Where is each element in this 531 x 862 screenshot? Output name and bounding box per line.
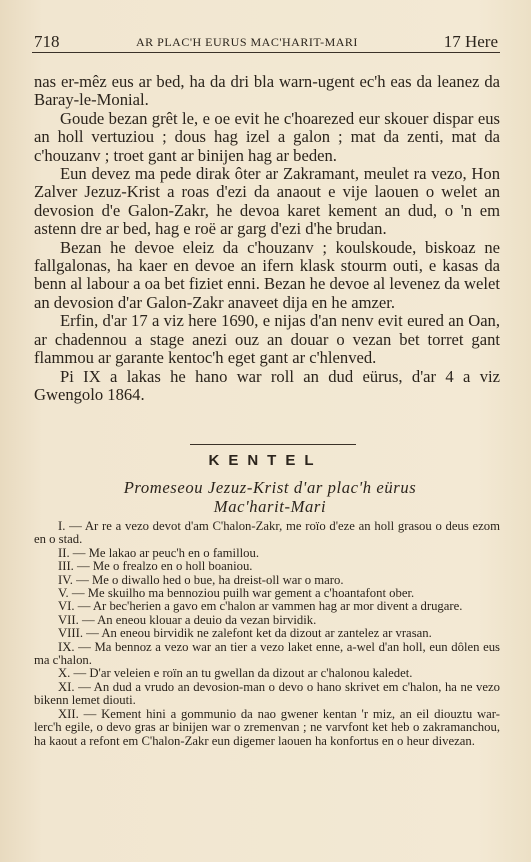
list-item: VII. — An eneou klouar a deuio da vezan birvidik.	[58, 612, 317, 627]
paragraph: Bezan he devoe eleiz da c'houzanv ; koulskoude, biskoaz ne fallgalonas, ha kaer en devoe an ifern klask stourm outi, e kasas da benn al labour a oa bet fiziet enni. Bezan he devoe al levenez da welet an devosion d'ar Galon-Zakr anaveet dija en he amzer.	[34, 237, 500, 312]
promises-list	[34, 520, 500, 748]
section-title: KENTEL	[208, 452, 323, 469]
list-item: I. — Ar re a vezo devot d'am C'halon-Zakr, me roïo d'eze an holl grasou o deus ezom en o stad.	[34, 519, 500, 547]
list-item: VIII. — An eneou birvidik ne zalefont ket da dizout ar zantelez ar vrasan.	[58, 626, 432, 641]
list-item: IX. — Ma bennoz a vezo war an tier a vezo laket enne, a-wel d'an holl, eun dôlen eus ma c'halon.	[34, 639, 500, 668]
subtitle-line: Promeseou Jezuz-Krist d'ar plac'h eürus	[123, 478, 417, 497]
paragraph: nas er-mêz eus ar bed, ha da dri bla warn-ugent ec'h eas da leanez da Baray-le-Monial.	[34, 72, 500, 110]
list-item: II. — Me lakao ar peuc'h en o famillou.	[58, 545, 259, 560]
running-title: AR PLAC'H EURUS MAC'HARIT-MARI	[136, 35, 358, 49]
paragraph: Eun devez ma pede dirak ôter ar Zakramant, meulet ra vezo, Hon Zalver Jezuz-Krist a roas d'ezi da anaout e vije laouen o welet an devosion d'e Galon-Zakr, he devoa karet kement an dud, o 'n em astenn dre ar bed, hag e roë ar garg d'ezi d'he brudan.	[34, 164, 500, 239]
list-item: VI. — Ar bec'herien a gavo em c'halon ar vammen hag ar mor divent a drugare.	[58, 599, 463, 614]
biography-text	[34, 73, 500, 404]
list-item: XII. — Kement hini a gommunio da nao gwener kentan 'r miz, an eil diouztu war-lerc'h egile, o devo gras ar binijen war o zremenvan ; ne varvfont ket heb o zakramanchou, ha kaout a refont em C'halon-Zakr eun digemer laouen ha konfortus en o heur divezan.	[34, 706, 500, 748]
header-date: 17 Here	[443, 32, 498, 51]
section-subtitle	[40, 478, 500, 516]
list-item: IV. — Me o diwallo hed o bue, ha dreist-oll war o maro.	[58, 572, 344, 587]
page-number: 718	[34, 32, 60, 51]
list-item: XI. — An dud a vrudo an devosion-man o devo o hano skrivet em c'halon, ha ne vezo bikenn lemet diouti.	[34, 679, 500, 708]
page-header	[32, 30, 500, 53]
list-item: III. — Me o frealzo en o holl boaniou.	[58, 559, 253, 574]
subtitle-line: Mac'harit-Mari	[213, 497, 327, 516]
section-divider	[190, 444, 356, 445]
list-item: V. — Me skuilho ma bennoziou puilh war gement a c'hoantafont ober.	[58, 586, 415, 601]
paragraph: Goude bezan grêt le, e oe evit he c'hoarezed eur skouer dispar eus an holl vertuziou ; dous hag izel a galon ; mat da zenti, mat da c'houzanv ; troet gant ar binijen hag ar beden.	[34, 108, 500, 165]
list-item: X. — D'ar veleien e roïn an tu gwellan da dizout ar c'halonou kaledet.	[58, 666, 413, 681]
paragraph: Erfin, d'ar 17 a viz here 1690, e nijas d'an nenv evit eured an Oan, ar chadennou a stage anezi ouz an douar o vezan bet torret gant flammou ar garante kentoc'h eget gant ar c'hlenved.	[34, 311, 500, 368]
paragraph: Pi IX a lakas he hano war roll an dud eürus, d'ar 4 a viz Gwengolo 1864.	[34, 366, 500, 404]
